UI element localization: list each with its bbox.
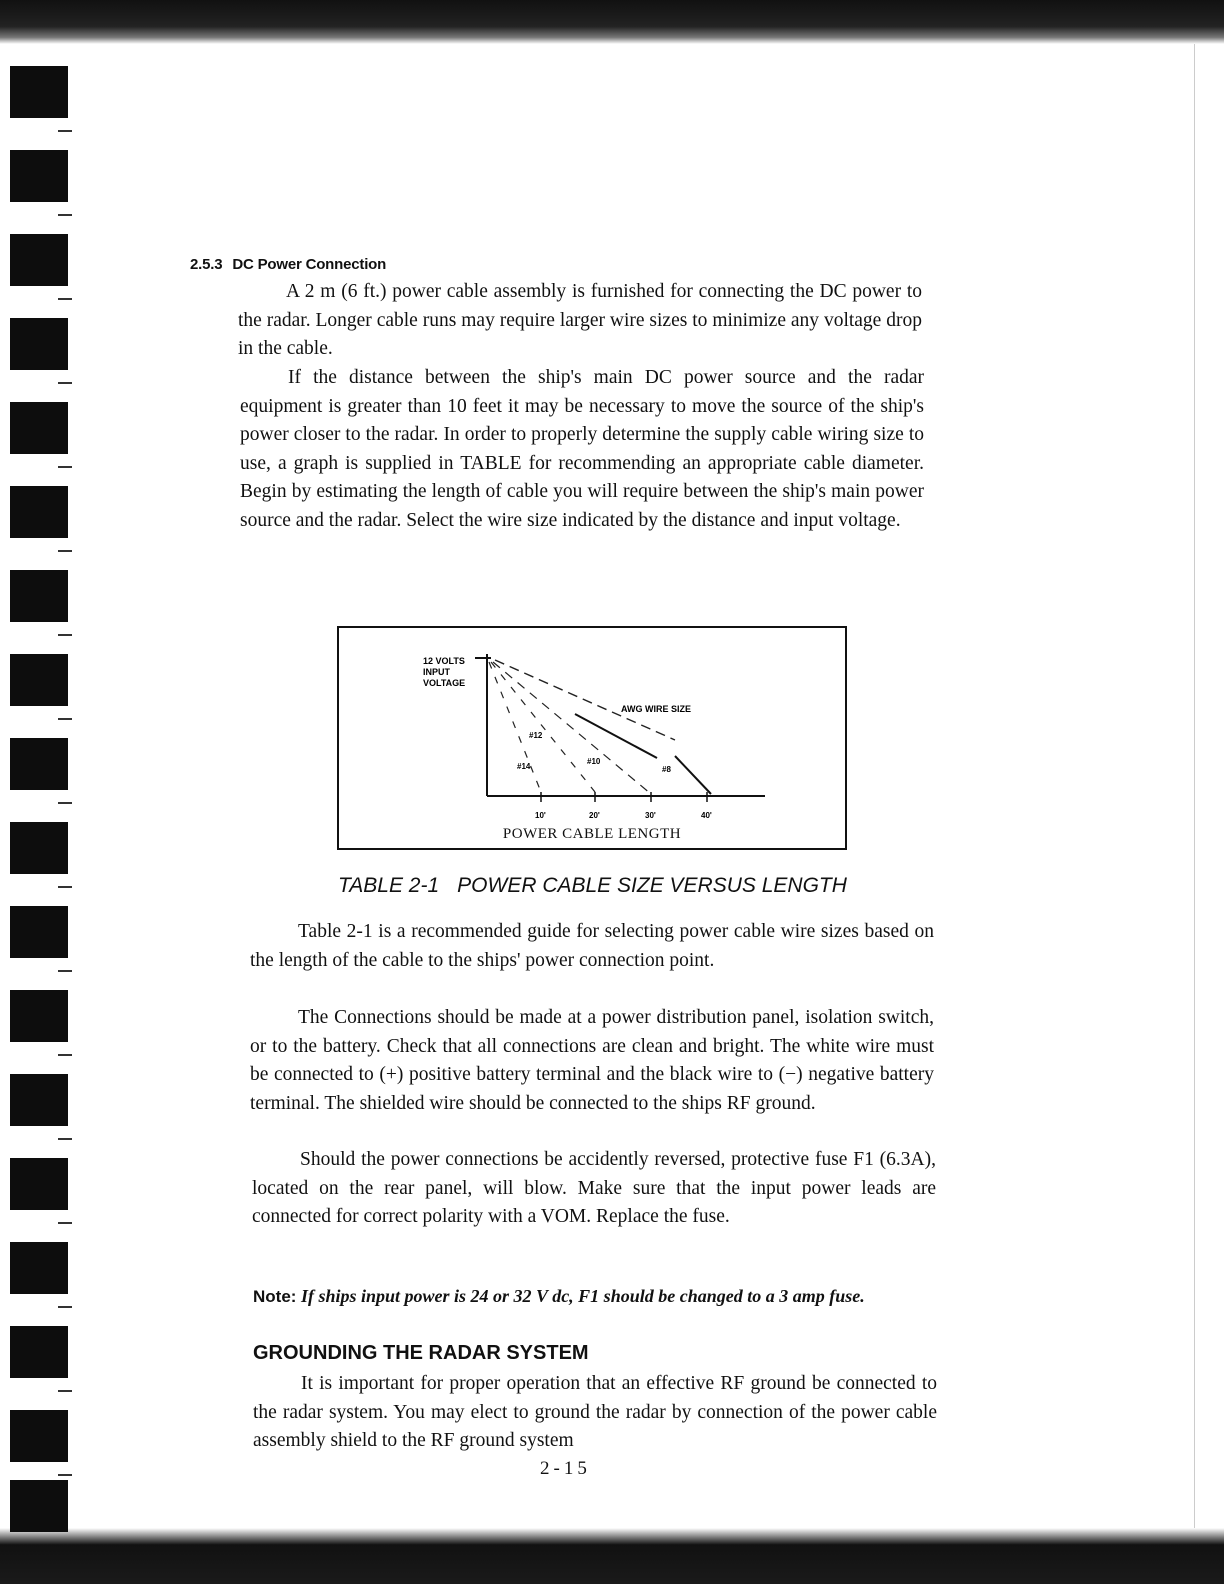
x-axis-label: POWER CABLE LENGTH: [502, 826, 682, 842]
paragraph-table-guide: Table 2-1 is a recommended guide for selecting power cable wire sizes based on the length of the cable to the ships' power connection point.: [250, 921, 934, 971]
fuse-note: [253, 1286, 943, 1307]
y-label-line1: 12 VOLTS: [423, 656, 465, 666]
wire-label-8: #8: [662, 765, 671, 774]
wire-label-10: #10: [587, 757, 601, 766]
wire-label-14: #14: [517, 762, 531, 771]
section-number: 2.5.3: [190, 256, 223, 273]
grounding-heading: GROUNDING THE RADAR SYSTEM: [253, 1342, 589, 1364]
paragraph-grounding: It is important for proper operation that an effective RF ground be connected to the radar system. You may elect to ground the radar by connection of the power cable assembly shield to the RF ground system: [253, 1373, 937, 1452]
y-label-line3: VOLTAGE: [423, 678, 466, 688]
paragraph-fuse: Should the power connections be accidently reversed, protective fuse F1 (6.3A), located on the rear panel, will blow. Make sure that the input power leads are connected for correct polarity with a VOM. Replace the fuse.: [252, 1149, 936, 1228]
y-label-line2: INPUT: [423, 667, 450, 677]
wire-label-12: #12: [529, 731, 543, 740]
note-label: Note:: [253, 1287, 297, 1306]
table-number: TABLE 2-1: [338, 874, 440, 897]
x-tick-label: 20': [589, 811, 600, 820]
x-tick-label: 10': [535, 811, 546, 820]
x-tick-label: 40': [701, 811, 712, 820]
paragraph-connections: The Connections should be made at a power distribution panel, isolation switch, or to the battery. Check that all connections are clean and bright. The white wire must be connected to (+) positive battery terminal and the black wire to (−) negative battery terminal. The shielded wire should be connected to the ships RF ground.: [250, 1007, 934, 1114]
boundary-line-8-end: [675, 756, 711, 794]
table-caption: [338, 874, 847, 898]
page-number: 2-15: [540, 1458, 591, 1479]
section-title: DC Power Connection: [232, 256, 387, 273]
section-heading: [190, 256, 386, 273]
note-text: If ships input power is 24 or 32 V dc, F1 should be changed to a 3 amp fuse.: [300, 1286, 865, 1306]
boundary-line-10: [493, 662, 651, 794]
wire-size-graph: [337, 626, 847, 850]
graph-svg: [339, 628, 849, 852]
x-tick-label: 30': [645, 811, 656, 820]
paragraph-distance: If the distance between the ship's main DC power source and the radar equipment is greater than 10 feet it may be necessary to move the source of the ship's power closer to the radar. In order to properly determine the supply cable wiring size to use, a graph is supplied in TABLE for recommending an appropriate cable diameter. Begin by estimating the length of cable you will require between the ship's main power source and the radar. Select the wire size indicated by the distance and input voltage.: [240, 367, 924, 531]
boundary-line-8-solid: [575, 714, 657, 758]
awg-wire-size-label: AWG WIRE SIZE: [621, 704, 692, 714]
table-title: POWER CABLE SIZE VERSUS LENGTH: [457, 874, 847, 897]
boundary-line-14: [489, 662, 541, 792]
paragraph-cable-assembly: A 2 m (6 ft.) power cable assembly is furnished for connecting the DC power to the radar. Longer cable runs may require larger wire sizes to minimize any voltage drop in the cable.: [238, 281, 922, 360]
